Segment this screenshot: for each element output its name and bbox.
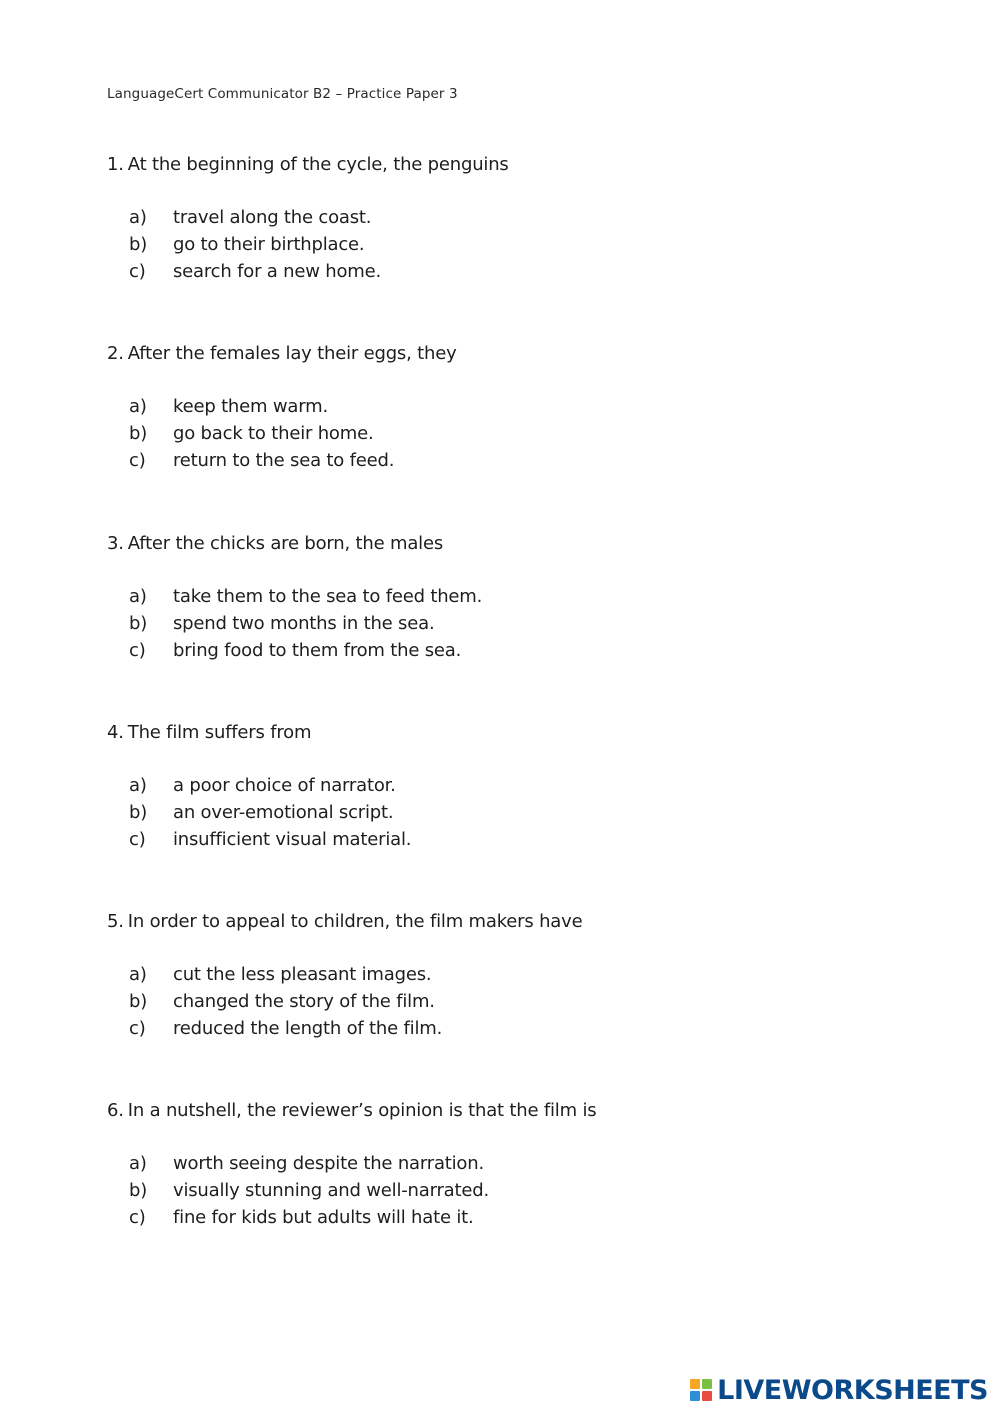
question-number: 4. — [107, 722, 124, 743]
option-letter: b) — [129, 991, 148, 1012]
option-letter: a) — [129, 964, 147, 985]
logo-square — [702, 1391, 712, 1401]
options-list — [107, 1153, 907, 1234]
question-stem: After the chicks are born, the males — [127, 533, 443, 554]
option-c[interactable] — [107, 1018, 907, 1045]
option-letter: b) — [129, 802, 148, 823]
option-text: keep them warm. — [173, 396, 328, 417]
question-5-text — [107, 911, 907, 933]
question-5 — [107, 911, 907, 1045]
option-text: return to the sea to feed. — [173, 450, 395, 471]
option-text: go to their birthplace. — [173, 234, 365, 255]
option-a[interactable] — [107, 586, 907, 613]
option-c[interactable] — [107, 450, 907, 477]
option-c[interactable] — [107, 1207, 907, 1234]
question-stem: In a nutshell, the reviewer’s opinion is that the film is — [127, 1100, 597, 1121]
option-letter: a) — [129, 396, 147, 417]
option-letter: b) — [129, 1180, 148, 1201]
option-text: spend two months in the sea. — [173, 613, 435, 634]
option-b[interactable] — [107, 423, 907, 450]
question-1-text — [107, 154, 907, 176]
option-letter: c) — [129, 1018, 146, 1039]
question-6 — [107, 1100, 907, 1234]
question-4 — [107, 722, 907, 856]
liveworksheets-logo-icon — [690, 1379, 712, 1401]
question-2-text — [107, 343, 907, 365]
option-text: take them to the sea to feed them. — [173, 586, 483, 607]
option-text: go back to their home. — [173, 423, 374, 444]
option-a[interactable] — [107, 1153, 907, 1180]
options-list — [107, 964, 907, 1045]
option-letter: c) — [129, 640, 146, 661]
logo-square — [690, 1391, 700, 1401]
option-letter: a) — [129, 207, 147, 228]
option-text: insufficient visual material. — [173, 829, 412, 850]
option-b[interactable] — [107, 802, 907, 829]
question-2 — [107, 343, 907, 477]
option-letter: b) — [129, 234, 148, 255]
question-stem: The film suffers from — [127, 722, 312, 743]
question-number: 3. — [107, 533, 124, 554]
question-stem: After the females lay their eggs, they — [127, 343, 457, 364]
option-text: travel along the coast. — [173, 207, 372, 228]
logo-square — [690, 1379, 700, 1389]
option-text: reduced the length of the film. — [173, 1018, 443, 1039]
option-letter: c) — [129, 261, 146, 282]
option-b[interactable] — [107, 234, 907, 261]
option-a[interactable] — [107, 964, 907, 991]
option-text: a poor choice of narrator. — [173, 775, 396, 796]
option-c[interactable] — [107, 640, 907, 667]
question-3-text — [107, 533, 907, 555]
paper-header: LanguageCert Communicator B2 – Practice Paper 3 — [107, 86, 458, 102]
logo-square — [702, 1379, 712, 1389]
option-letter: a) — [129, 775, 147, 796]
question-4-text — [107, 722, 907, 744]
liveworksheets-logo[interactable] — [690, 1372, 988, 1408]
options-list — [107, 207, 907, 288]
option-a[interactable] — [107, 775, 907, 802]
option-letter: a) — [129, 586, 147, 607]
question-6-text — [107, 1100, 907, 1122]
option-text: bring food to them from the sea. — [173, 640, 462, 661]
question-3 — [107, 533, 907, 667]
question-number: 1. — [107, 154, 124, 175]
question-number: 5. — [107, 911, 124, 932]
option-c[interactable] — [107, 261, 907, 288]
option-c[interactable] — [107, 829, 907, 856]
option-text: an over-emotional script. — [173, 802, 394, 823]
option-text: visually stunning and well-narrated. — [173, 1180, 489, 1201]
option-a[interactable] — [107, 396, 907, 423]
options-list — [107, 396, 907, 477]
option-text: fine for kids but adults will hate it. — [173, 1207, 474, 1228]
option-a[interactable] — [107, 207, 907, 234]
question-stem: At the beginning of the cycle, the penguins — [127, 154, 509, 175]
brand-name: LIVEWORKSHEETS — [717, 1374, 988, 1406]
option-letter: b) — [129, 613, 148, 634]
option-letter: b) — [129, 423, 148, 444]
option-b[interactable] — [107, 1180, 907, 1207]
options-list — [107, 775, 907, 856]
option-b[interactable] — [107, 613, 907, 640]
option-letter: c) — [129, 450, 146, 471]
options-list — [107, 586, 907, 667]
option-text: changed the story of the film. — [173, 991, 435, 1012]
option-text: cut the less pleasant images. — [173, 964, 432, 985]
option-b[interactable] — [107, 991, 907, 1018]
question-1 — [107, 154, 907, 288]
option-letter: a) — [129, 1153, 147, 1174]
question-number: 6. — [107, 1100, 124, 1121]
option-text: search for a new home. — [173, 261, 382, 282]
question-number: 2. — [107, 343, 124, 364]
option-letter: c) — [129, 1207, 146, 1228]
option-text: worth seeing despite the narration. — [173, 1153, 484, 1174]
question-stem: In order to appeal to children, the film makers have — [127, 911, 583, 932]
option-letter: c) — [129, 829, 146, 850]
